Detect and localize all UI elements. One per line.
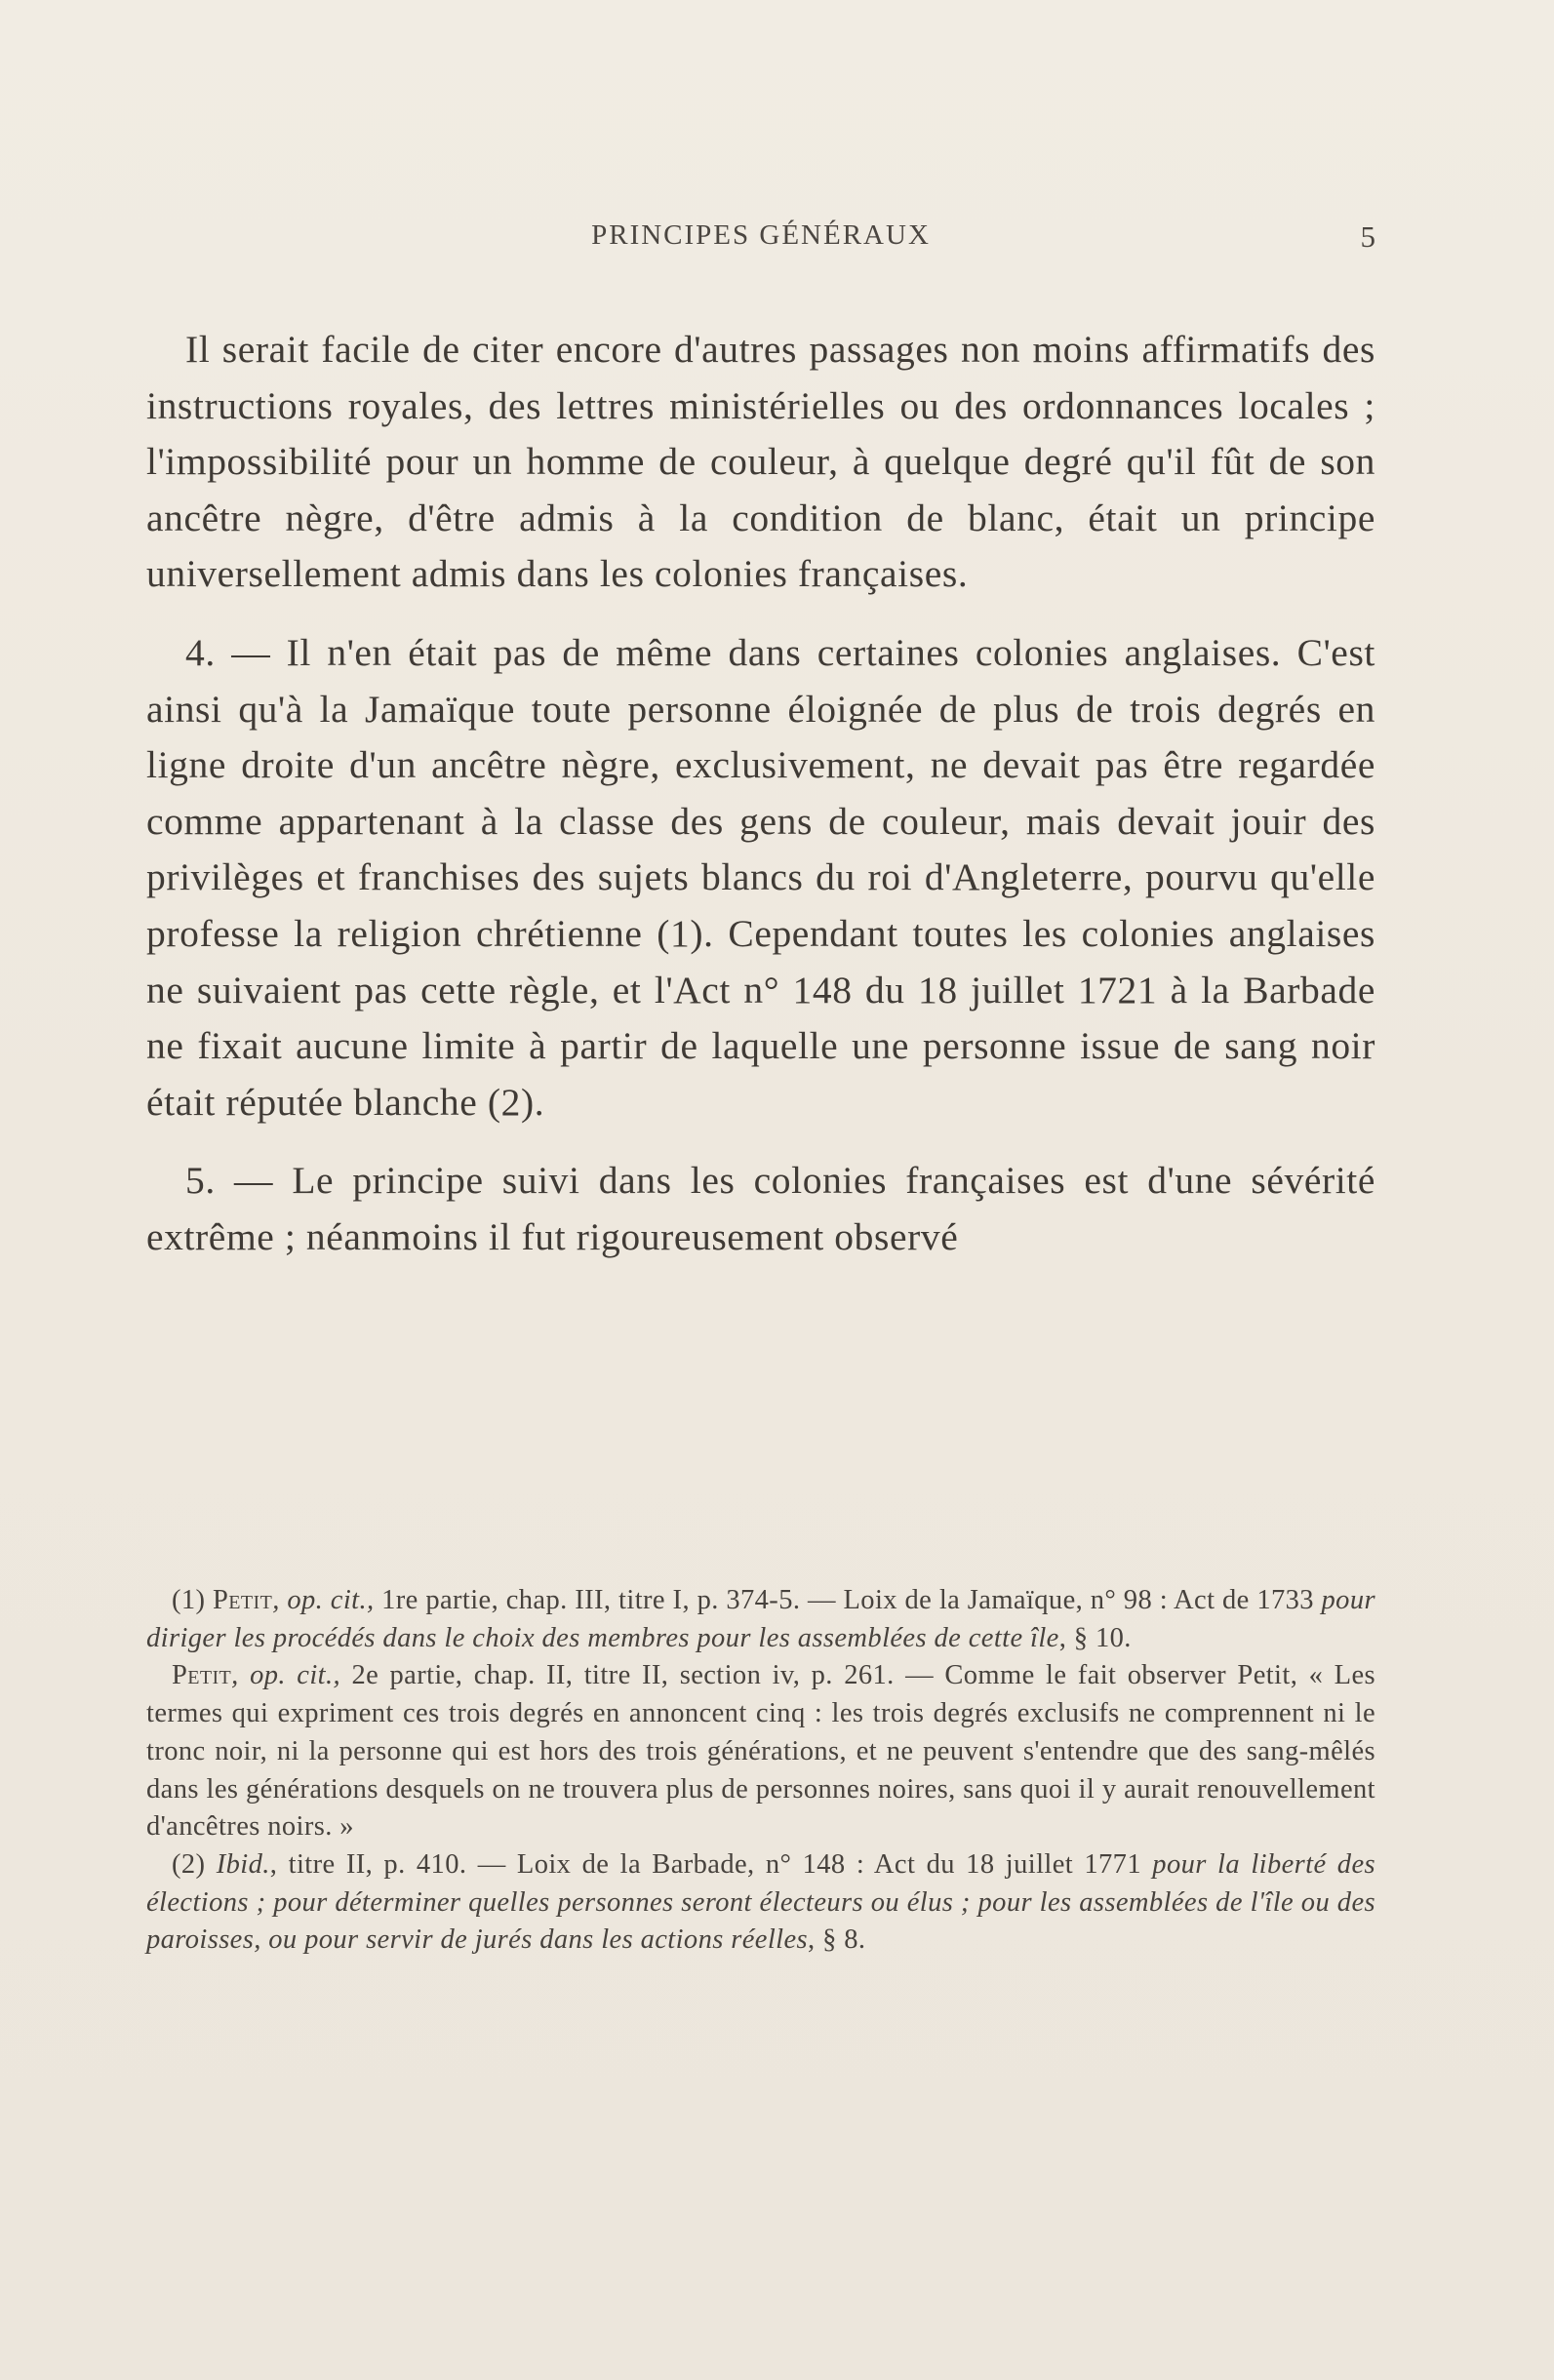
main-text	[146, 322, 1375, 1266]
footnote-1b-ref: , op. cit.,	[231, 1660, 352, 1691]
footnote-1-italic: pour diriger les procédés dans le choix des membres pour les assemblées de cette île	[146, 1585, 1375, 1653]
paragraph-1: Il serait facile de citer encore d'autres passages non moins affirmatifs des instructions royales, des lettres ministérielles ou des ordonnances locales ; l'impossibilité pour un homme de couleur, à quelque degré qu'il fût de son ancêtre nègre, d'être admis à la condition de blanc, était un principe universellement admis dans les colonies françaises.	[146, 328, 1375, 596]
footnotes	[146, 1582, 1375, 1960]
footnote-1b-text: 2e partie, chap. II, titre II, section iv, p. 261. — Comme le fait observer Petit, « Les termes qui expriment ces trois degrés en annoncent cinq : les trois degrés exclusifs ne comprennent ni le tronc noir, ni la personne qui est hors des trois générations, et ne peuvent s'entendre que des sang-mêlés dans les générations desquels on ne trouvera plus de personnes noires, sans quoi il y aurait renouvellement d'ancêtres noirs. »	[146, 1660, 1375, 1843]
running-header	[146, 219, 1375, 268]
footnote-1	[146, 1582, 1375, 1657]
footnote-2	[146, 1846, 1375, 1960]
paragraph-5: 5. — Le principe suivi dans les colonies françaises est d'une sévérité extrême ; néanmoins il fut rigoureusement observé	[146, 1159, 1375, 1258]
footnote-1-mark: (1)	[172, 1585, 206, 1615]
footnote-2-end: , § 8.	[808, 1924, 866, 1956]
footnote-2-ibid: Ibid.	[216, 1848, 270, 1880]
page-number: 5	[1360, 219, 1375, 254]
footnote-1-ref: , op. cit.,	[272, 1585, 382, 1615]
footnote-1-text: 1re partie, chap. III, titre I, p. 374-5. — Loix de la Jamaïque, n° 98 : Act de 1733	[381, 1585, 1322, 1615]
running-title: PRINCIPES GÉNÉRAUX	[591, 219, 931, 251]
footnote-1b-author: Petit	[172, 1660, 232, 1691]
footnote-1-continued	[146, 1657, 1375, 1846]
footnote-1-end: , § 10.	[1058, 1622, 1132, 1653]
footnote-2-italic: pour la liberté des élections ; pour déterminer quelles personnes seront électeurs ou élus ; pour les assemblées de l'île ou des paroisses, ou pour servir de jurés dans les actions réelles	[146, 1848, 1376, 1956]
paragraph-4: 4. — Il n'en était pas de même dans certaines colonies anglaises. C'est ainsi qu'à la Jamaïque toute personne éloignée de plus de trois degrés en ligne droite d'un ancêtre nègre, exclusivement, ne devait pas être regardée comme appartenant à la classe des gens de couleur, mais devait jouir des privilèges et franchises des sujets blancs du roi d'Angleterre, pourvu qu'elle professe la religion chrétienne (1). Cependant toutes les colonies anglaises ne suivaient pas cette règle, et l'Act n° 148 du 18 juillet 1721 à la Barbade ne fixait aucune limite à partir de laquelle une personne issue de sang noir était réputée blanche (2).	[146, 630, 1375, 1124]
footnote-2-text: , titre II, p. 410. — Loix de la Barbade, n° 148 : Act du 18 juillet 1771	[269, 1848, 1153, 1880]
footnote-2-mark: (2)	[172, 1848, 206, 1880]
footnote-1-author: Petit	[213, 1585, 273, 1615]
